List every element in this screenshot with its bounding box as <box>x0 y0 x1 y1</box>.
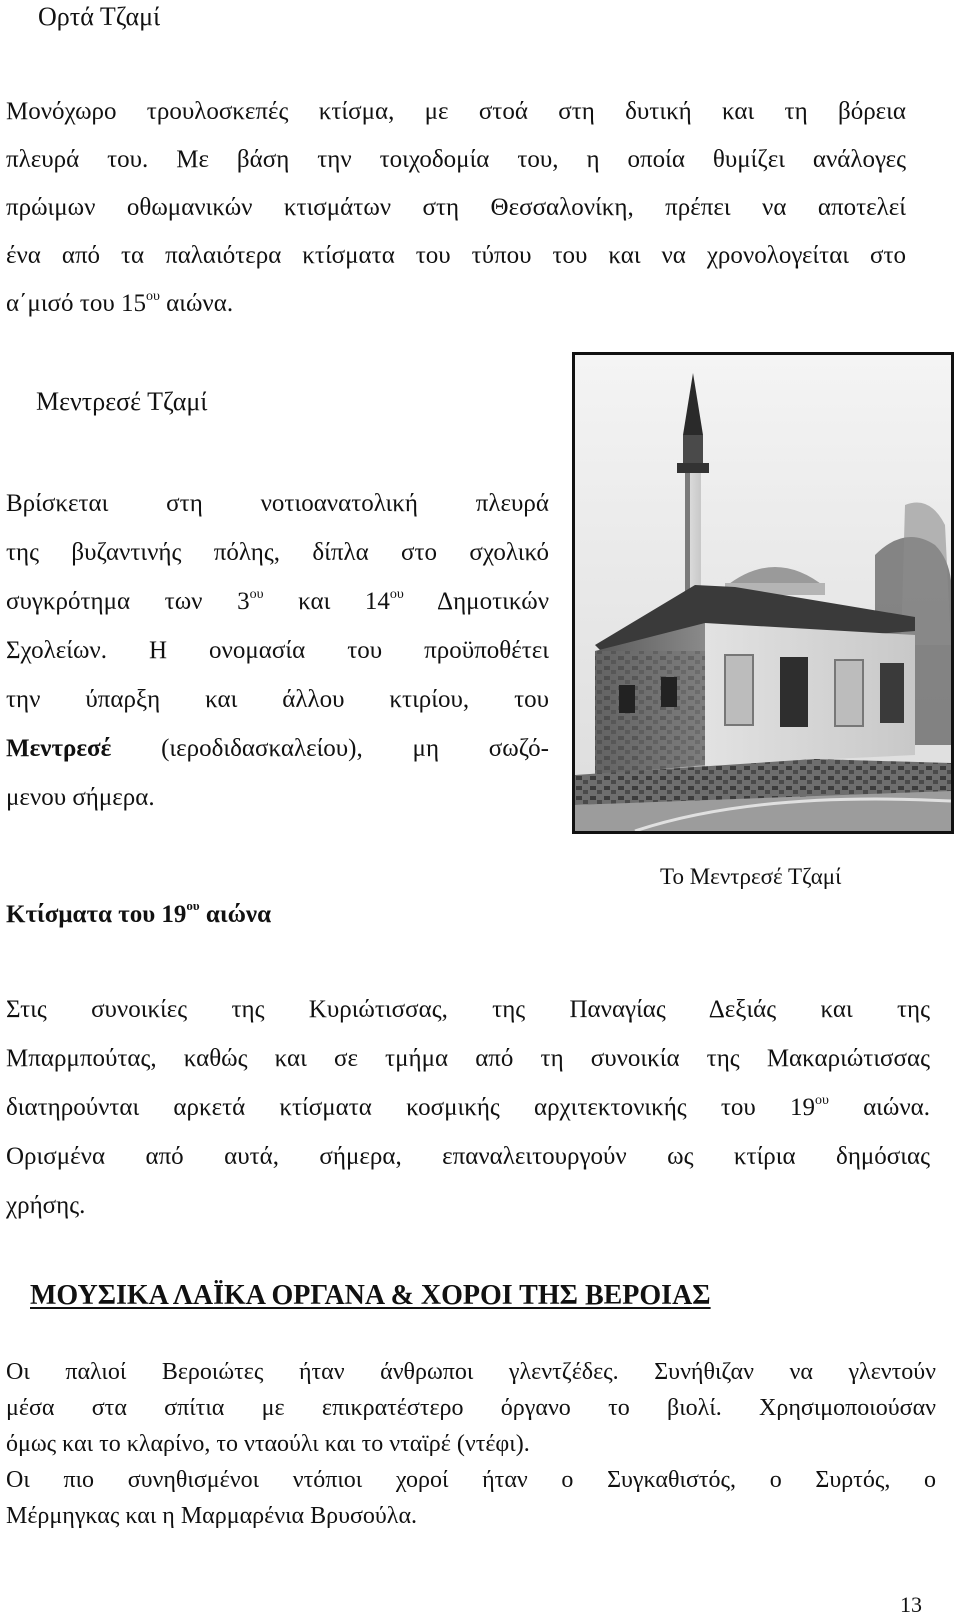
paragraph-mentrese-mosque <box>6 480 549 823</box>
text-line: Μέρμηγκας και η Μαρμαρένια Βρυσούλα. <box>6 1503 418 1529</box>
heading-19th-century-buildings: Κτίσματα του $19^{o\upsilon}$ αιώνα <box>6 898 272 928</box>
text-line: μενου σήμερα. <box>6 784 155 811</box>
text-line: διατηρούνται αρκετά κτίσματα κοσμικής αρχιτεκτονικής του $19^{o\upsilon}$ αιώνα. <box>6 1093 930 1121</box>
paragraph-orta-mosque <box>6 88 906 328</box>
page-number: 13 <box>900 1592 922 1617</box>
paragraph-19th-century-buildings <box>6 986 930 1231</box>
text-line: χρήσης. <box>6 1192 86 1219</box>
text-line: Βρίσκεται στη νοτιοανατολική πλευρά <box>6 490 549 517</box>
text-line: α΄μισό του $15^{o\upsilon}$ αιώνα. <box>6 289 234 317</box>
text-line: Μονόχωρο τρουλοσκεπές κτίσμα, με στοά στη δυτική και τη βόρεια <box>6 98 906 125</box>
text-line: πλευρά του. Με βάση την τοιχοδομία του, η οποία θυμίζει ανάλογες <box>6 146 906 173</box>
text-line: Μεντρεσέ (ιεροδιδασκαλείου), μη σωζό- <box>6 735 549 762</box>
text-line: Σχολείων. Η ονομασία του προϋποθέτει <box>6 637 549 664</box>
heading-orta-mosque: Ορτά Τζαμί <box>38 2 161 31</box>
text-line: ένα από τα παλαιότερα κτίσματα του τύπου του και να χρονολογείται στο <box>6 242 906 269</box>
paragraph-folk-music-dances <box>6 1354 936 1534</box>
mosque-photo <box>572 352 954 834</box>
text-line: την ύπαρξη και άλλου κτιρίου, του <box>6 686 549 713</box>
text-line: Οι παλιοί Βεροιώτες ήταν άνθρωποι γλεντζέδες. Συνήθιζαν να γλεντούν <box>6 1359 936 1385</box>
text-line: όμως και το κλαρίνο, το νταούλι και το νταϊρέ (ντέφι). <box>6 1431 530 1457</box>
text-line: της βυζαντινής πόλης, δίπλα στο σχολικό <box>6 539 549 566</box>
heading-mentrese-mosque: Μεντρεσέ Τζαμί <box>36 387 208 416</box>
photo-caption: Το Μεντρεσέ Τζαμί <box>660 864 842 889</box>
heading-folk-music-dances: ΜΟΥΣΙΚΑ ΛΑΪΚΑ ΟΡΓΑΝΑ & ΧΟΡΟΙ ΤΗΣ ΒΕΡΟΙΑΣ <box>30 1280 711 1311</box>
text-line: μέσα στα σπίτια με επικρατέστερο όργανο το βιολί. Χρησιμοποιούσαν <box>6 1395 936 1421</box>
text-line: Ορισμένα από αυτά, σήμερα, επαναλειτουργούν ως κτίρια δημόσιας <box>6 1143 930 1170</box>
text-line: Οι πιο συνηθισμένοι ντόπιοι χοροί ήταν ο Συγκαθιστός, ο Συρτός, ο <box>6 1467 936 1493</box>
text-line: Στις συνοικίες της Κυριώτισσας, της Παναγίας Δεξιάς και της <box>6 996 930 1023</box>
text-line: Μπαρμπούτας, καθώς και σε τμήμα από τη συνοικία της Μακαριώτισσας <box>6 1045 930 1072</box>
text-line: πρώιμων οθωμανικών κτισμάτων στη Θεσσαλονίκη, πρέπει να αποτελεί <box>6 194 906 221</box>
text-line: συγκρότημα των $3^{o\upsilon}$ και $14^{o\upsilon}$ Δημοτικών <box>6 587 549 615</box>
